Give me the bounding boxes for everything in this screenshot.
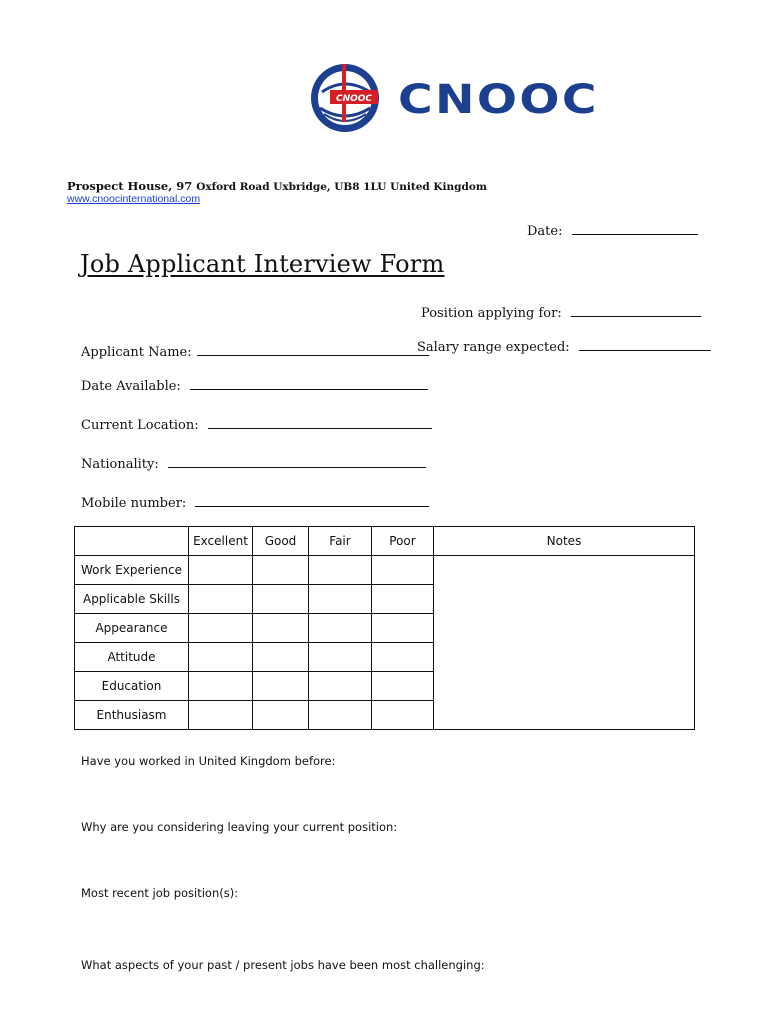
column-header: Good: [253, 527, 309, 556]
rating-cell[interactable]: [253, 701, 309, 730]
column-header: Fair: [309, 527, 372, 556]
notes-cell[interactable]: [434, 556, 695, 730]
rating-cell[interactable]: [309, 614, 372, 643]
row-label: Appearance: [75, 614, 189, 643]
rating-cell[interactable]: [309, 701, 372, 730]
applicant-name-line[interactable]: [197, 354, 429, 356]
column-header: Excellent: [189, 527, 253, 556]
nationality-label: Nationality:: [81, 457, 159, 472]
logo-wordmark: CNOOC: [398, 77, 599, 123]
question-worked-uk: Have you worked in United Kingdom before:: [81, 754, 336, 768]
row-label: Work Experience: [75, 556, 189, 585]
table-header-row: [75, 527, 695, 556]
rating-cell[interactable]: [189, 556, 253, 585]
salary-field[interactable]: [417, 336, 711, 355]
table-row: [75, 556, 695, 585]
rating-table: [74, 526, 695, 730]
current-location-field[interactable]: [81, 414, 432, 433]
nationality-field[interactable]: [81, 453, 426, 472]
row-label: Applicable Skills: [75, 585, 189, 614]
row-label: Enthusiasm: [75, 701, 189, 730]
address-rest: Oxford Road Uxbridge, UB8 1LU United Kingdom: [196, 181, 487, 193]
rating-cell[interactable]: [309, 585, 372, 614]
mobile-field[interactable]: [81, 492, 429, 511]
address-main: Prospect House, 97: [67, 179, 193, 193]
date-available-line[interactable]: [190, 388, 428, 390]
rating-cell[interactable]: [309, 672, 372, 701]
applicant-name-field[interactable]: [81, 341, 429, 360]
rating-cell[interactable]: [189, 643, 253, 672]
rating-cell[interactable]: [253, 614, 309, 643]
question-leaving-reason: Why are you considering leaving your current position:: [81, 820, 398, 834]
rating-cell[interactable]: [253, 556, 309, 585]
date-label: Date:: [527, 224, 563, 239]
page-title: Job Applicant Interview Form: [80, 250, 445, 278]
rating-cell[interactable]: [372, 614, 434, 643]
logo-inner-text: CNOOC: [335, 94, 373, 104]
nationality-line[interactable]: [168, 466, 426, 468]
rating-cell[interactable]: [309, 643, 372, 672]
rating-cell[interactable]: [189, 585, 253, 614]
rating-cell[interactable]: [372, 556, 434, 585]
company-address: [67, 179, 487, 193]
rating-cell[interactable]: [189, 614, 253, 643]
rating-cell[interactable]: [253, 672, 309, 701]
salary-label: Salary range expected:: [417, 340, 570, 355]
applicant-name-label: Applicant Name:: [81, 345, 192, 360]
date-available-field[interactable]: [81, 375, 428, 394]
position-label: Position applying for:: [421, 306, 562, 321]
date-line[interactable]: [572, 233, 698, 235]
mobile-label: Mobile number:: [81, 496, 187, 511]
column-header: Poor: [372, 527, 434, 556]
rating-cell[interactable]: [189, 672, 253, 701]
mobile-line[interactable]: [195, 505, 429, 507]
question-challenging-aspects: What aspects of your past / present jobs have been most challenging:: [81, 958, 485, 972]
date-available-label: Date Available:: [81, 379, 181, 394]
current-location-line[interactable]: [208, 427, 432, 429]
rating-cell[interactable]: [372, 672, 434, 701]
rating-cell[interactable]: [189, 701, 253, 730]
position-line[interactable]: [571, 315, 701, 317]
rating-cell[interactable]: [253, 643, 309, 672]
cnooc-logo-icon: [308, 62, 384, 134]
rating-cell[interactable]: [372, 643, 434, 672]
header-empty-cell: [75, 527, 189, 556]
current-location-label: Current Location:: [81, 418, 199, 433]
column-header: Notes: [434, 527, 695, 556]
row-label: Education: [75, 672, 189, 701]
salary-line[interactable]: [579, 349, 711, 351]
rating-cell[interactable]: [309, 556, 372, 585]
question-recent-jobs: Most recent job position(s):: [81, 886, 239, 900]
position-field[interactable]: [421, 302, 701, 321]
rating-cell[interactable]: [372, 701, 434, 730]
row-label: Attitude: [75, 643, 189, 672]
rating-cell[interactable]: [372, 585, 434, 614]
date-field[interactable]: [527, 220, 698, 239]
website-link[interactable]: www.cnoocinternational.com: [67, 193, 201, 205]
rating-cell[interactable]: [253, 585, 309, 614]
